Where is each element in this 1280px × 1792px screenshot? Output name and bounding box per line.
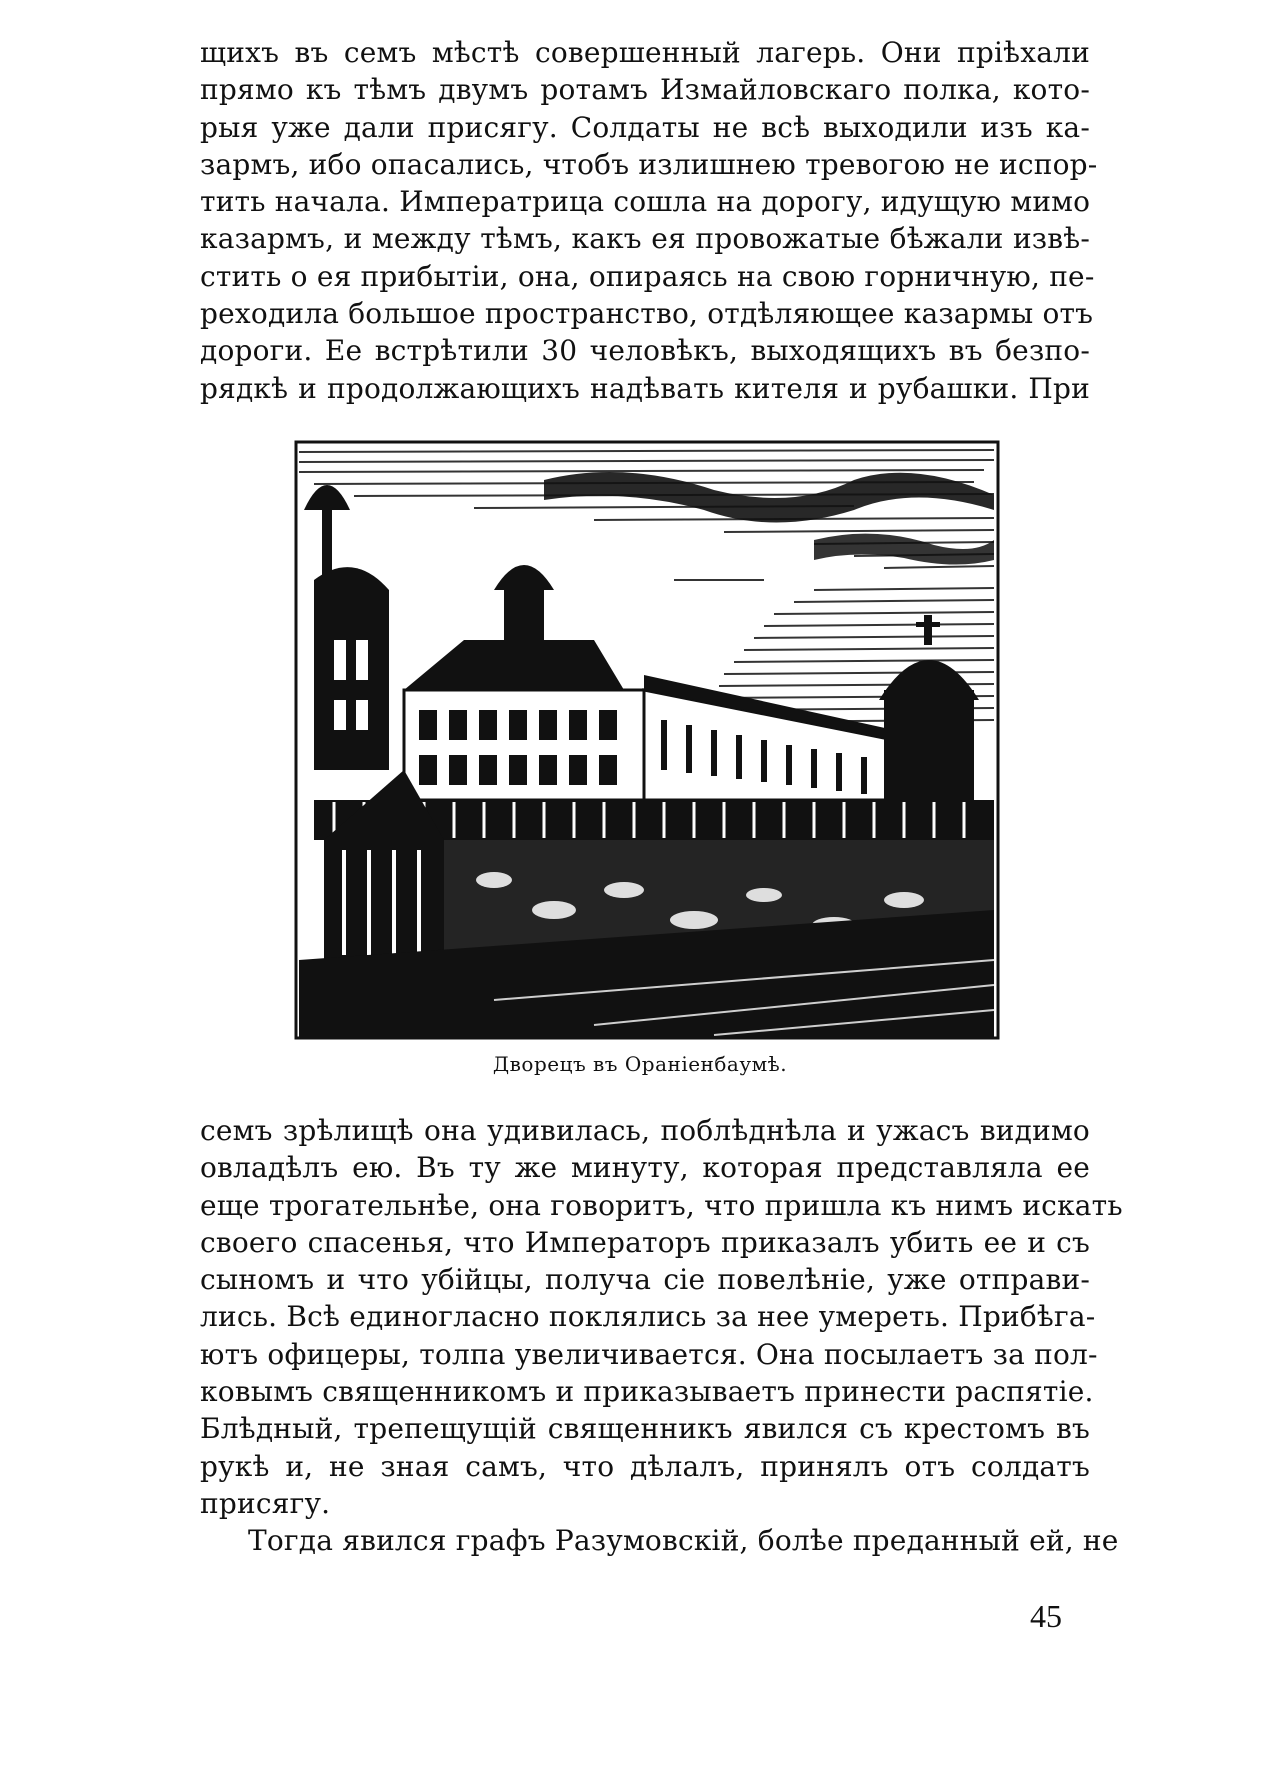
palace-engraving xyxy=(294,440,1000,1040)
text-line-indented: Тогда явился графъ Разумовскій, болѣе преданный ей, не xyxy=(248,1524,1119,1558)
text-line: семъ зрѣлищѣ она удивилась, поблѣднѣла и ужасъ видимо xyxy=(200,1114,1090,1147)
text-line: сыномъ и что убійцы, получа сіе повелѣніе, уже отправи- xyxy=(200,1263,1090,1297)
text-line: присягу. xyxy=(200,1486,331,1520)
text-line: зармъ, ибо опасались, чтобъ излишнею тревогою не испор- xyxy=(200,147,1098,181)
text-line: рыя уже дали присягу. Солдаты не всѣ выходили изъ ка- xyxy=(200,110,1090,144)
text-line: казармъ, и между тѣмъ, какъ ея провожатые бѣжали извѣ- xyxy=(200,222,1090,256)
text-line: рукѣ и, не зная самъ, что дѣлалъ, принялъ отъ солдатъ xyxy=(200,1449,1090,1483)
paragraph-bottom xyxy=(200,1112,1123,1560)
text-line: лись. Всѣ единогласно поклялись за нее умереть. Прибѣга- xyxy=(200,1300,1096,1334)
text-line: дороги. Ее встрѣтили 30 человѣкъ, выходящихъ въ безпо- xyxy=(200,334,1090,368)
text-line: своего спасенья, что Императоръ приказалъ убить ее и съ xyxy=(200,1225,1090,1259)
text-line: ютъ офицеры, толпа увеличивается. Она посылаетъ за пол- xyxy=(200,1337,1098,1371)
text-line: овладѣлъ ею. Въ ту же минуту, которая представляла ее xyxy=(200,1151,1090,1185)
page-number: 45 xyxy=(1030,1598,1062,1634)
text-line: реходила большое пространство, отдѣляющее казармы отъ xyxy=(200,297,1094,331)
text-line: щихъ въ семъ мѣстѣ совершенный лагерь. Они пріѣхали xyxy=(200,36,1090,69)
paragraph-top xyxy=(200,34,1098,407)
text-line: Блѣдный, трепещущій священникъ явился съ крестомъ въ xyxy=(200,1412,1090,1446)
text-line: стить о ея прибытіи, она, опираясь на свою горничную, пе- xyxy=(200,259,1095,293)
text-line: прямо къ тѣмъ двумъ ротамъ Измайловскаго полка, кото- xyxy=(200,73,1090,107)
text-line: тить начала. Императрица сошла на дорогу, идущую мимо xyxy=(200,185,1091,219)
oranienbaum-palace-illustration xyxy=(294,440,1000,1040)
illustration-caption: Дворецъ въ Ораніенбаумѣ. xyxy=(492,1052,788,1076)
text-line: ковымъ священникомъ и приказываетъ принести распятіе. xyxy=(200,1375,1094,1409)
text-line: еще трогательнѣе, она говоритъ, что пришла къ нимъ искать xyxy=(200,1188,1123,1222)
text-line: рядкѣ и продолжающихъ надѣвать кителя и рубашки. При xyxy=(200,371,1090,405)
